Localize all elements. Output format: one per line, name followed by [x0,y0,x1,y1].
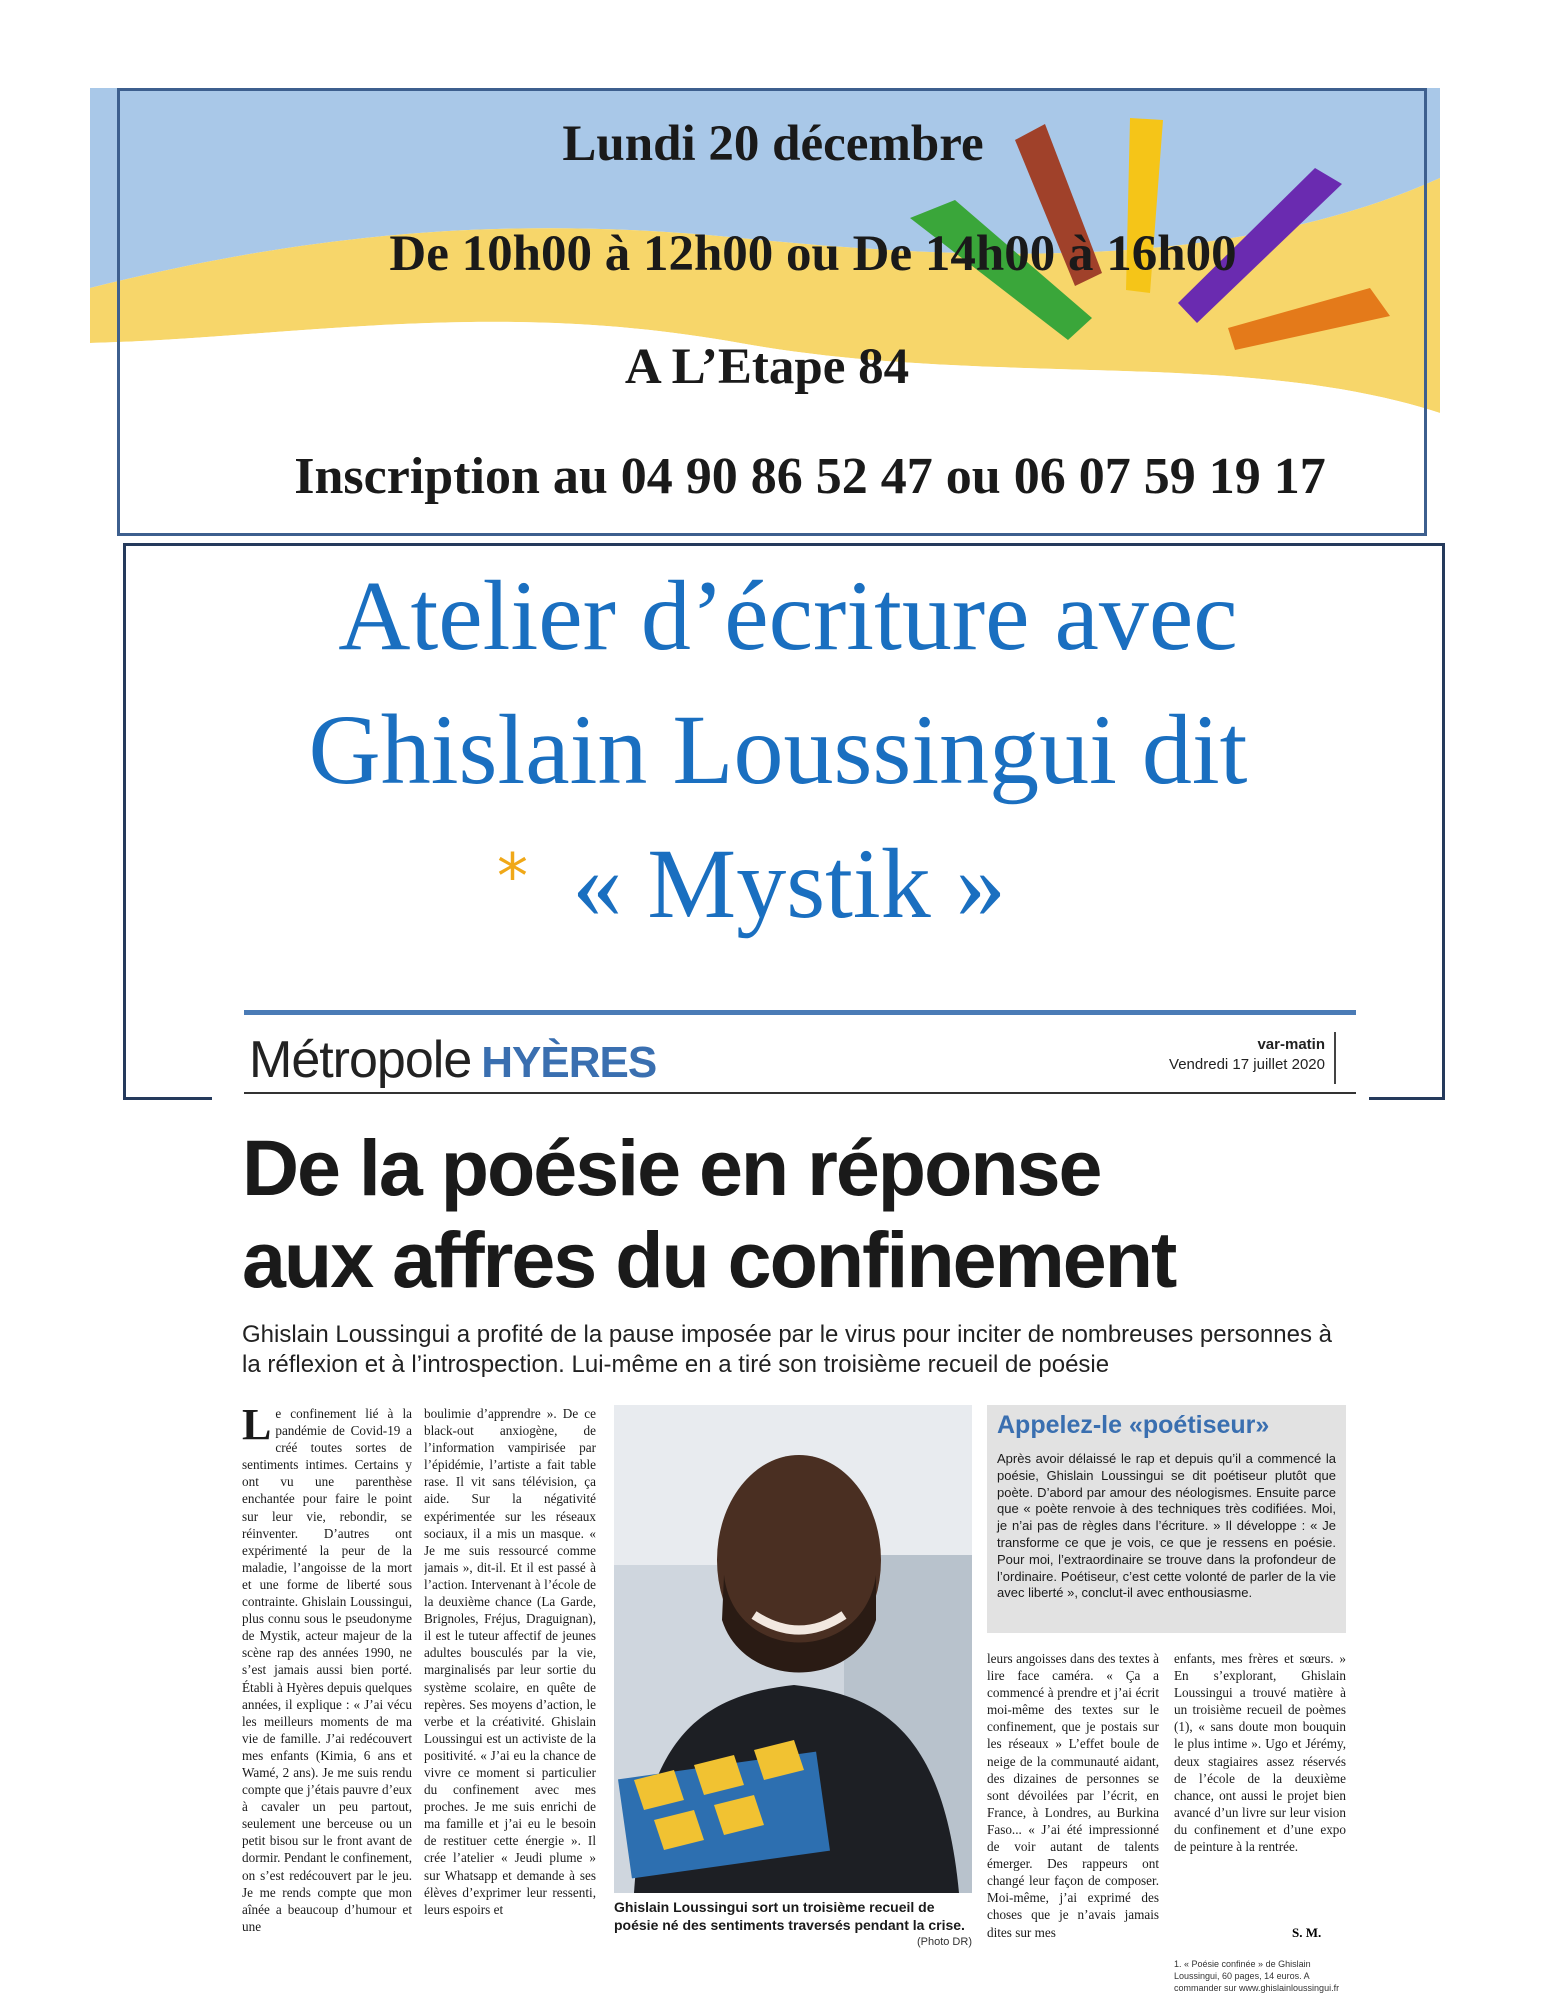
sidebar-text: Après avoir délaissé le rap et depuis qu’il a commencé la poésie, Ghislain Loussingui se dit poétiseur plutôt que poète. D’abord par amour des néologismes. Ensuite parce que « poète renvoie à des techniques très codifiées. Moi, je n’ai pas de règles dans l’écriture. » Il développe : « Je transforme ce que je vois, ce que je ressens en poésie. Pour moi, l’extraordinaire se trouve dans la profondeur de l’ordinaire. Poétiseur, c’est cette volonté de parler de la vie avec liberté », conclut-il avec enthousiasme. [997,1451,1336,1601]
article-column-3: leurs angoisses dans des textes à lire face caméra. « Ça a commencé à prendre et j’ai écrit moi-même des textes sur le confinement, que je postais sur les réseaux » L’effet boule de neige de la communauté aidant, des dizaines de personnes se sont dévoilées par l’écrit, en France, à Londres, au Burkina Faso... « J’ai été impressionné de voir autant de talents émerger. Des rappeurs ont changé leur façon de composer. Moi-même, j’ai exprimé des choses que je n’avais jamais dites sur mes [987,1651,1159,1940]
article-column-2: boulimie d’apprendre ». De ce black-out anxiogène, de l’information vampirisée par l’épidémie, l’artiste a fait table rase. Il vit sans télévision, ça aide. Sur la négativité expérimentée sur les réseaux sociaux, il a mis un masque. « Je me suis ressourcé comme jamais », dit-il. Et il est passé à l’action. Intervenant à l’école de la deuxième chance (La Garde, Brignoles, Fréjus, Draguignan), il est le tuteur affectif de jeunes adultes bousculés par la vie, marginalisés par leur sortie du système scolaire, en quête de repères. Ses moyens d’action, le verbe et la créativité. Ghislain Loussingui est un activiste de la positivité. « J’ai eu la chance de vivre ce moment si particulier du confinement avec mes proches. Je me suis enrichi de ma famille et j’ai eu le besoin de restituer cette énergie ». Il crée l’atelier « Jeudi plume » sur Whatsapp et demande à ses élèves d’exprimer leur ressenti, leurs espoirs et [424,1406,596,1917]
section-title [249,1030,656,1090]
event-place: A L’Etape 84 [624,339,910,395]
title-line-1: Atelier d’écriture avec [338,560,1238,671]
title-line-3: « Mystik » [572,828,1006,939]
top-rule [244,1010,1356,1015]
drop-cap: L [242,1405,272,1449]
newspaper-name: var-matin [1257,1036,1325,1053]
standfirst: Ghislain Loussingui a profité de la pause imposée par le virus pour inciter de nombreuses personnes à la réflexion et à l’introspection. Lui-même en a tiré son troisième recueil de poésie [242,1321,1332,1378]
section-city: HYÈRES [481,1038,657,1087]
event-registration: Inscription au 04 90 86 52 47 ou 06 07 59 19 17 [294,448,1326,505]
asterisk-icon: * [497,840,528,913]
masthead-divider [1334,1032,1336,1084]
headline-line-2: aux affres du confinement [242,1215,1176,1304]
signature: S. M. [1292,1925,1322,1940]
event-hours: De 10h00 à 12h00 ou De 14h00 à 16h00 [389,226,1237,282]
newspaper-clipping [212,1010,1369,2000]
headline [242,1122,1175,1306]
newspaper-date: Vendredi 17 juillet 2020 [1169,1056,1325,1073]
portrait-photo [614,1405,972,1893]
sidebar-box [987,1405,1346,1633]
section-name: Métropole [249,1031,472,1089]
headline-line-1: De la poésie en réponse [242,1123,1101,1212]
article-column-1 [242,1405,412,1995]
column-1-text: e confinement lié à la pandémie de Covid-19 a créé toutes sortes de sentiments intimes. Certains y ont vu une parenthèse enchantée pour faire le point sur leur vie, rebondir, se réinventer. D’autres ont expérimenté la peur de la maladie, l’angoisse de la mort et une forme de liberté sous contrainte. Ghislain Loussingui, plus connu sous le pseudonyme de Mystik, acteur majeur de la scène rap des années 1990, ne s’est jamais aussi bien porté. Établi à Hyères depuis quelques années, il explique : « J’ai vécu les meilleurs moments de ma vie de famille. J’ai redécouvert mes enfants (Kimia, 6 ans et Wamé, 2 ans). Je me suis rendu compte que j’étais pauvre d’eux à cavaler un peu partout, seulement une berceuse ou un petit bisou sur le front avant de dormir. Pendant le confinement, on s’est redécouvert par le jeu. Je me rends compte que mon aînée a beaucoup d’humour et une [242,1406,412,1934]
photo-credit: (Photo DR) [916,1936,972,1948]
footnote: 1. « Poésie confinée » de Ghislain Loussingui, 60 pages, 14 euros. A commander sur www.ghislainloussingui.fr [1174,1959,1340,1993]
event-date: Lundi 20 décembre [562,116,984,172]
title-line-2: Ghislain Loussingui dit [308,694,1248,805]
article-column-4: enfants, mes frères et sœurs. » En s’explorant, Ghislain Loussingui a trouvé matière à un troisième recueil de poèmes (1), « sans doute mon bouquin le plus intime ». Ugo et Jérémy, deux stagiaires assez réservés de l’école de la deuxième chance, ont aussi le projet bien avancé d’un livre sur leur vision du confinement et d’une expo de peinture à la rentrée. [1174,1651,1346,1855]
masthead-rule [244,1092,1356,1094]
sidebar-title: Appelez-le «poétiseur» [997,1411,1270,1439]
photo-caption: Ghislain Loussingui sort un troisième recueil de poésie né des sentiments traversés pendant la crise. [614,1899,965,1933]
